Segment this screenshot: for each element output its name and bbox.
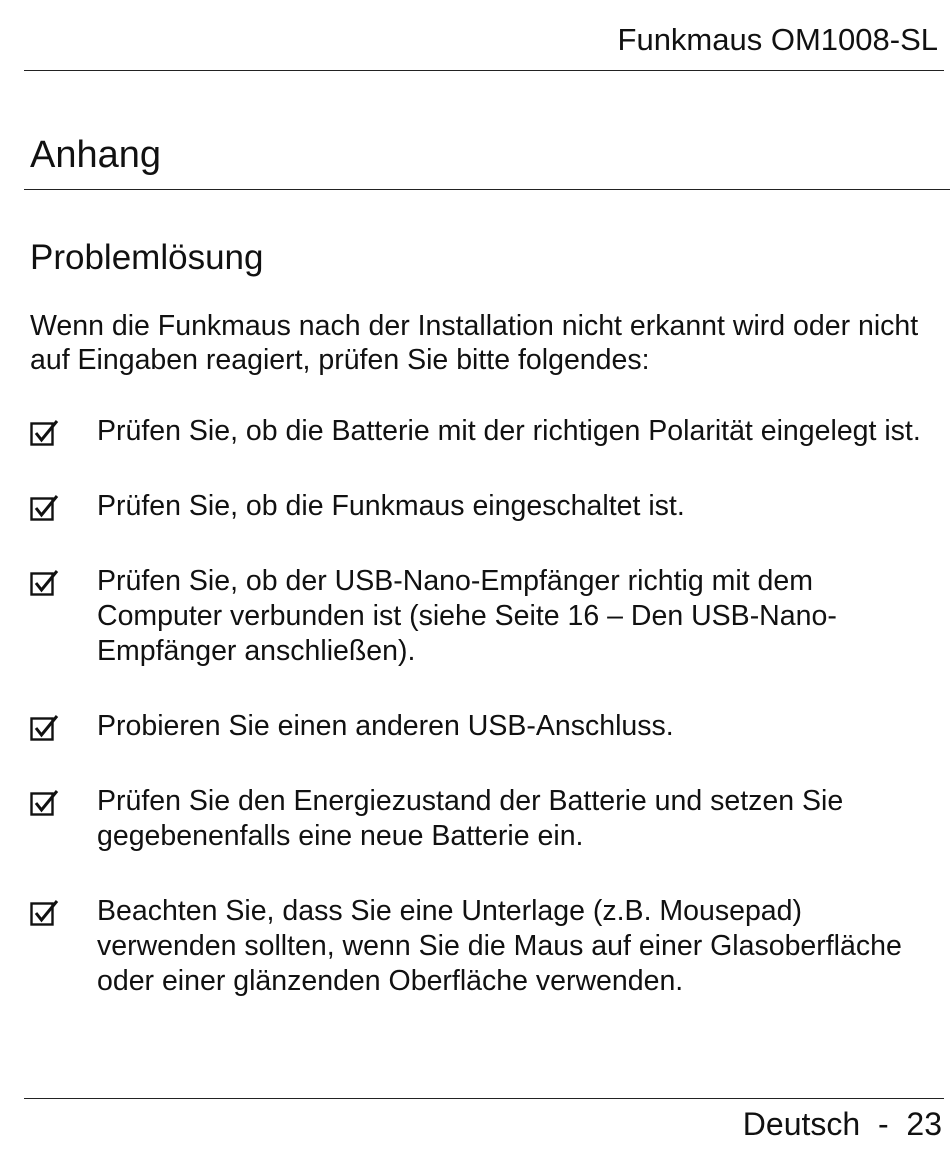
checklist-item-text: Prüfen Sie, ob die Batterie mit der richtigen Polarität eingelegt ist. — [97, 415, 921, 447]
running-header-title: Funkmaus OM1008-SL — [617, 22, 938, 57]
header-divider — [24, 70, 944, 71]
checklist-item — [30, 894, 940, 999]
subsection-title: Problemlösung — [30, 238, 264, 277]
checklist-item — [30, 709, 940, 744]
checklist-item — [30, 564, 940, 669]
footer-language: Deutsch — [742, 1106, 861, 1142]
troubleshooting-checklist — [30, 414, 940, 1039]
checked-box-icon — [30, 714, 60, 742]
section-divider — [24, 189, 950, 190]
checked-box-icon — [30, 419, 60, 447]
footer-divider — [24, 1098, 944, 1099]
page-footer — [743, 1104, 942, 1144]
checked-box-icon — [30, 494, 60, 522]
checklist-item-text: Prüfen Sie, ob der USB-Nano-Empfänger richtig mit dem Computer verbunden ist (siehe Seite 16 – Den USB-Nano-Empfänger anschließen). — [97, 565, 837, 667]
checklist-item-text: Beachten Sie, dass Sie eine Unterlage (z.B. Mousepad) verwenden sollten, wenn Sie die Maus auf einer Glasoberfläche oder einer glänzenden Oberfläche verwenden. — [97, 895, 902, 997]
checklist-item — [30, 489, 940, 524]
checked-box-icon — [30, 789, 60, 817]
footer-separator: - — [877, 1106, 889, 1142]
page-number: 23 — [906, 1106, 942, 1142]
checked-box-icon — [30, 569, 60, 597]
checklist-item-text: Prüfen Sie den Energiezustand der Batterie und setzen Sie gegebenenfalls eine neue Batterie ein. — [97, 785, 844, 852]
checklist-item-text: Probieren Sie einen anderen USB-Anschluss. — [97, 710, 674, 742]
section-title: Anhang — [30, 134, 162, 176]
intro-paragraph: Wenn die Funkmaus nach der Installation nicht erkannt wird oder nicht auf Eingaben reagiert, prüfen Sie bitte folgendes: — [30, 310, 919, 376]
checklist-item-text: Prüfen Sie, ob die Funkmaus eingeschaltet ist. — [97, 490, 685, 522]
checked-box-icon — [30, 899, 60, 927]
checklist-item — [30, 784, 940, 854]
checklist-item — [30, 414, 940, 449]
